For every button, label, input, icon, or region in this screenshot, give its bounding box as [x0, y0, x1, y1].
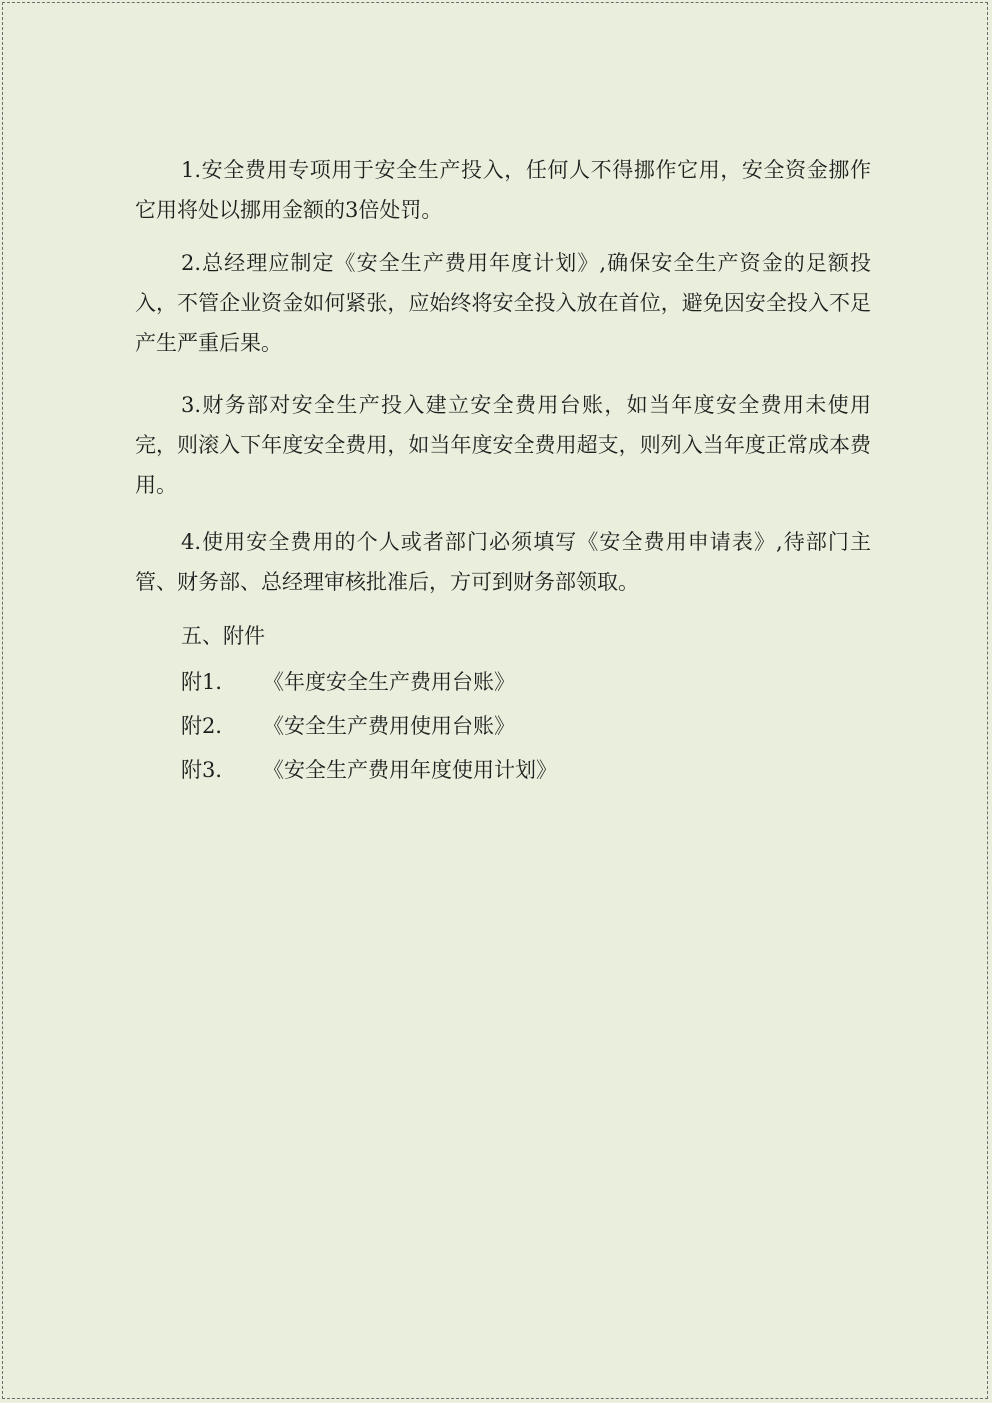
paragraph-4: 4.使用安全费用的个人或者部门必须填写《安全费用申请表》,待部门主管、财务部、总经理审核批准后，方可到财务部领取。	[135, 530, 871, 594]
attachment-item-3	[135, 748, 871, 792]
attachment-number: 附1．	[181, 670, 237, 694]
attachment-item-1	[135, 660, 871, 704]
attachment-number: 附3．	[181, 758, 237, 782]
document-body	[135, 150, 871, 792]
section-heading-attachments: 五、附件	[181, 624, 265, 648]
paragraph-3: 3.财务部对安全生产投入建立安全费用台账，如当年度安全费用未使用完，则滚入下年度安全费用，如当年度安全费用超支，则列入当年度正常成本费用。	[135, 393, 871, 497]
attachment-item-2	[135, 704, 871, 748]
attachment-number: 附2．	[181, 714, 237, 738]
paragraph-2: 2.总经理应制定《安全生产费用年度计划》,确保安全生产资金的足额投入，不管企业资金如何紧张，应始终将安全投入放在首位，避免因安全投入不足产生严重后果。	[135, 251, 871, 355]
paragraph-1: 1.安全费用专项用于安全生产投入，任何人不得挪作它用，安全资金挪作它用将处以挪用金额的3倍处罚。	[135, 158, 871, 222]
attachment-title: 《年度安全生产费用台账》	[263, 670, 515, 694]
attachment-title: 《安全生产费用年度使用计划》	[263, 758, 557, 782]
attachment-title: 《安全生产费用使用台账》	[263, 714, 515, 738]
